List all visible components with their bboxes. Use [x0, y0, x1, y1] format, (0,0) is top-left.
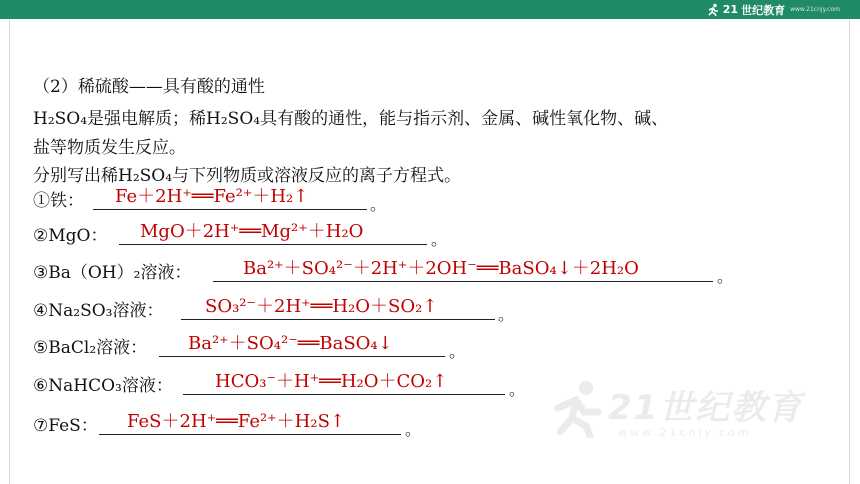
period: 。: [431, 230, 448, 249]
item-label: ⑤BaCl₂溶液：: [33, 338, 148, 358]
watermark-runner-icon: [548, 378, 608, 438]
logo-text: 世纪教育: [741, 3, 786, 17]
runner-logo-icon: [706, 3, 720, 17]
site-logo: [706, 1, 840, 18]
period: 。: [509, 380, 526, 399]
top-header-bar: [0, 0, 860, 19]
period: 。: [370, 195, 387, 214]
answer-blank: [181, 319, 495, 320]
answer-equation: SO₃²⁻＋2H⁺══H₂O＋SO₂↑: [205, 296, 438, 317]
answer-blank: [93, 209, 367, 210]
answer-equation: Ba²⁺＋SO₄²⁻══BaSO₄↓: [188, 333, 393, 354]
item-label: ④Na₂SO₃溶液：: [33, 301, 164, 321]
answer-equation: Ba²⁺＋SO₄²⁻＋2H⁺＋2OH⁻══BaSO₄↓＋2H₂O: [243, 258, 639, 279]
intro-line-1: H₂SO₄是强电解质；稀H₂SO₄具有酸的通性，能与指示剂、金属、碱性氧化物、碱、: [33, 109, 669, 129]
item-label: ③Ba（OH）₂溶液：: [33, 263, 192, 283]
logo-number: 21: [722, 3, 739, 16]
answer-blank: [159, 356, 445, 357]
watermark: [548, 372, 848, 452]
right-border: [849, 20, 850, 484]
answer-equation: Fe＋2H⁺══Fe²⁺＋H₂↑: [115, 186, 309, 207]
section-heading: （2）稀硫酸——具有酸的通性: [33, 77, 265, 97]
watermark-text: 21世纪教育: [608, 388, 804, 428]
period: 。: [405, 420, 422, 439]
answer-equation: HCO₃⁻＋H⁺══H₂O＋CO₂↑: [215, 371, 448, 392]
period: 。: [498, 305, 515, 324]
logo-url: www.21cnjy.com: [790, 6, 840, 13]
period: 。: [717, 267, 734, 286]
answer-blank: [213, 281, 713, 282]
answer-blank: [119, 244, 427, 245]
watermark-url: www.21cnjy.com: [618, 426, 752, 439]
item-label: ②MgO：: [33, 226, 108, 246]
answer-equation: FeS＋2H⁺══Fe²⁺＋H₂S↑: [127, 411, 346, 432]
item-label: ⑥NaHCO₃溶液：: [33, 376, 173, 396]
intro-line-3: 分别写出稀H₂SO₄与下列物质或溶液反应的离子方程式。: [33, 166, 462, 186]
item-label: ①铁：: [33, 191, 84, 211]
intro-line-2: 盐等物质发生反应。: [33, 138, 186, 158]
item-label: ⑦FeS：: [33, 416, 98, 436]
answer-equation: MgO＋2H⁺══Mg²⁺＋H₂O: [140, 221, 364, 242]
period: 。: [449, 342, 466, 361]
answer-blank: [183, 394, 505, 395]
answer-blank: [99, 434, 401, 435]
left-border: [9, 20, 10, 484]
